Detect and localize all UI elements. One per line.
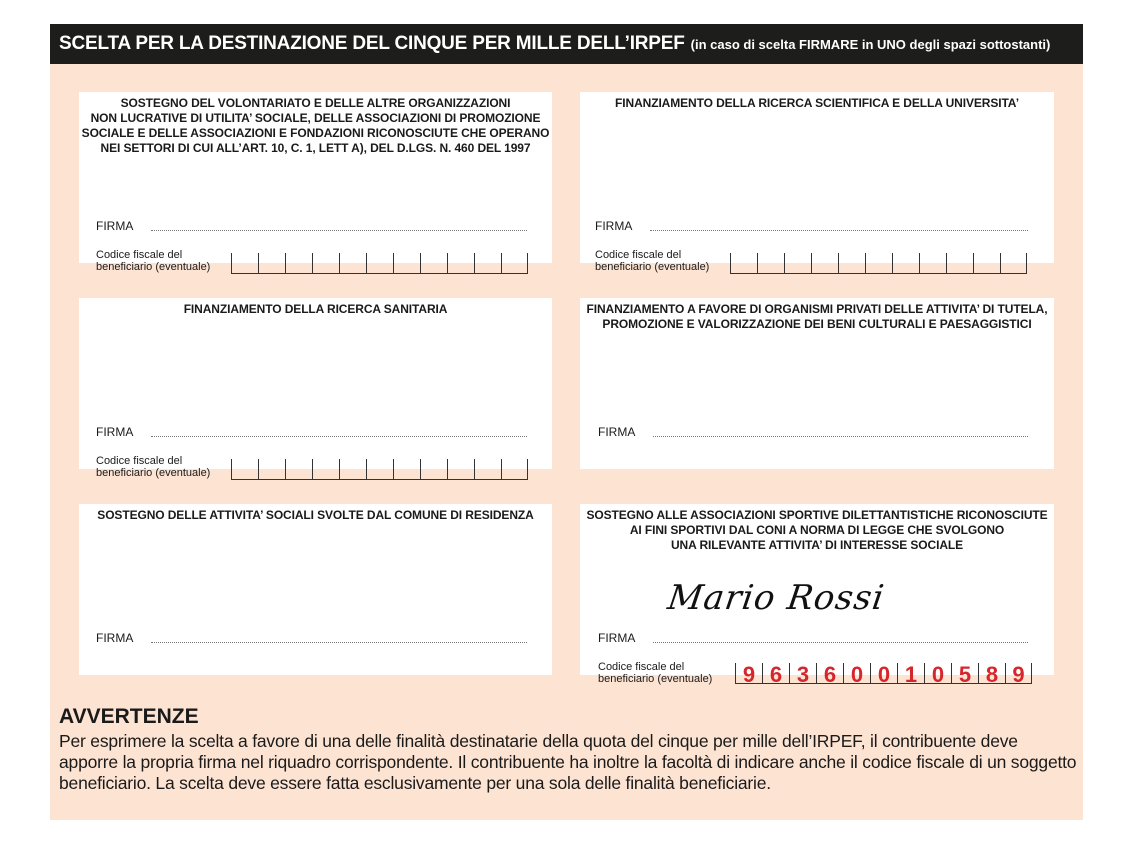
cf-digit[interactable]: 8	[978, 663, 1005, 683]
codice-fiscale-field[interactable]	[231, 253, 528, 274]
firma-signature-line[interactable]	[151, 436, 527, 437]
header-title: SCELTA PER LA DESTINAZIONE DEL CINQUE PER MILLE DELL’IRPEF	[59, 33, 685, 54]
cf-digit[interactable]: 1	[897, 663, 924, 683]
box-title: FINANZIAMENTO A FAVORE DI ORGANISMI PRIVATI DELLE ATTIVITA’ DI TUTELA, PROMOZIONE E VALORIZZAZIONE DEI BENI CULTURALI E PAESAGGISTICI	[586, 302, 1048, 331]
box-ricerca-scientifica	[580, 92, 1054, 273]
firma-label: FIRMA	[96, 425, 134, 439]
firma-label: FIRMA	[598, 425, 636, 439]
box-volontariato	[79, 92, 552, 273]
avvertenze-title: AVVERTENZE	[59, 705, 199, 728]
box-associazioni-sportive	[580, 504, 1054, 687]
codice-fiscale-field[interactable]	[730, 253, 1027, 274]
codice-fiscale-field[interactable]	[735, 662, 1032, 687]
cinque-per-mille-form	[50, 24, 1083, 820]
cf-digit[interactable]: 9	[1005, 663, 1032, 683]
box-title: FINANZIAMENTO DELLA RICERCA SANITARIA	[183, 302, 448, 316]
avvertenze-text: Per esprimere la scelta a favore di una delle finalità destinatarie della quota del cinque per mille dell’IRPEF, il contribuente deve apporre la propria firma nel riquadro corrispondente. Il contribuente ha inoltre la facoltà di indicare anche il codice fiscale di un soggetto beneficiario. La scelta deve essere fatta esclusivamente per una sola delle finalità beneficiarie.	[59, 731, 1077, 793]
firma-label: FIRMA	[96, 219, 134, 233]
box-title: SOSTEGNO DEL VOLONTARIATO E DELLE ALTRE ORGANIZZAZIONI NON LUCRATIVE DI UTILITA’ SOCIALE, DELLE ASSOCIAZIONI DI PROMOZIONE SOCIALE E DELLE ASSOCIAZIONI E FONDAZIONI RICONOSCIUTE CHE OPERANO NEI SETTORI DI CUI ALL’ART. 10, C. 1, LETT A), DEL D.LGS. N. 460 DEL 1997	[81, 96, 550, 155]
box-comune-residenza	[79, 504, 552, 675]
codice-fiscale-label: Codice fiscale del beneficiario (eventuale)	[595, 249, 710, 273]
firma-signature-line[interactable]	[653, 436, 1028, 437]
codice-fiscale-label: Codice fiscale del beneficiario (eventuale)	[96, 455, 211, 479]
cf-digit[interactable]: 3	[789, 663, 816, 683]
header-subtitle: (in caso di scelta FIRMARE in UNO degli spazi sottostanti)	[690, 36, 1051, 52]
firma-label: FIRMA	[598, 631, 636, 645]
codice-fiscale-field[interactable]	[231, 459, 528, 480]
codice-fiscale-label: Codice fiscale del beneficiario (eventuale)	[96, 249, 211, 273]
firma-signature-line[interactable]	[151, 230, 527, 231]
cf-digit[interactable]: 9	[735, 663, 762, 683]
cf-digit[interactable]: 6	[762, 663, 789, 683]
firma-label: FIRMA	[96, 631, 134, 645]
firma-signature-line[interactable]	[151, 642, 527, 643]
cf-digit[interactable]: 0	[924, 663, 951, 683]
box-ricerca-sanitaria	[79, 298, 552, 479]
handwritten-signature: Mario Rossi	[665, 578, 888, 618]
box-title: SOSTEGNO ALLE ASSOCIAZIONI SPORTIVE DILETTANTISTICHE RICONOSCIUTE AI FINI SPORTIVI DAL CONI A NORMA DI LEGGE CHE SVOLGONO UNA RILEVANTE ATTIVITA’ DI INTERESSE SOCIALE	[586, 508, 1048, 552]
cf-digit[interactable]: 0	[843, 663, 870, 683]
cf-digit[interactable]: 6	[816, 663, 843, 683]
form-header	[50, 24, 1083, 64]
firma-label: FIRMA	[595, 219, 633, 233]
firma-signature-line[interactable]	[653, 642, 1028, 643]
box-title: SOSTEGNO DELLE ATTIVITA’ SOCIALI SVOLTE DAL COMUNE DI RESIDENZA	[97, 508, 534, 522]
cf-digit[interactable]: 0	[870, 663, 897, 683]
box-beni-culturali	[580, 298, 1054, 469]
box-title: FINANZIAMENTO DELLA RICERCA SCIENTIFICA E DELLA UNIVERSITA’	[615, 96, 1019, 110]
codice-fiscale-label: Codice fiscale del beneficiario (eventuale)	[598, 661, 713, 685]
cf-digit[interactable]: 5	[951, 663, 978, 683]
firma-signature-line[interactable]	[650, 230, 1028, 231]
